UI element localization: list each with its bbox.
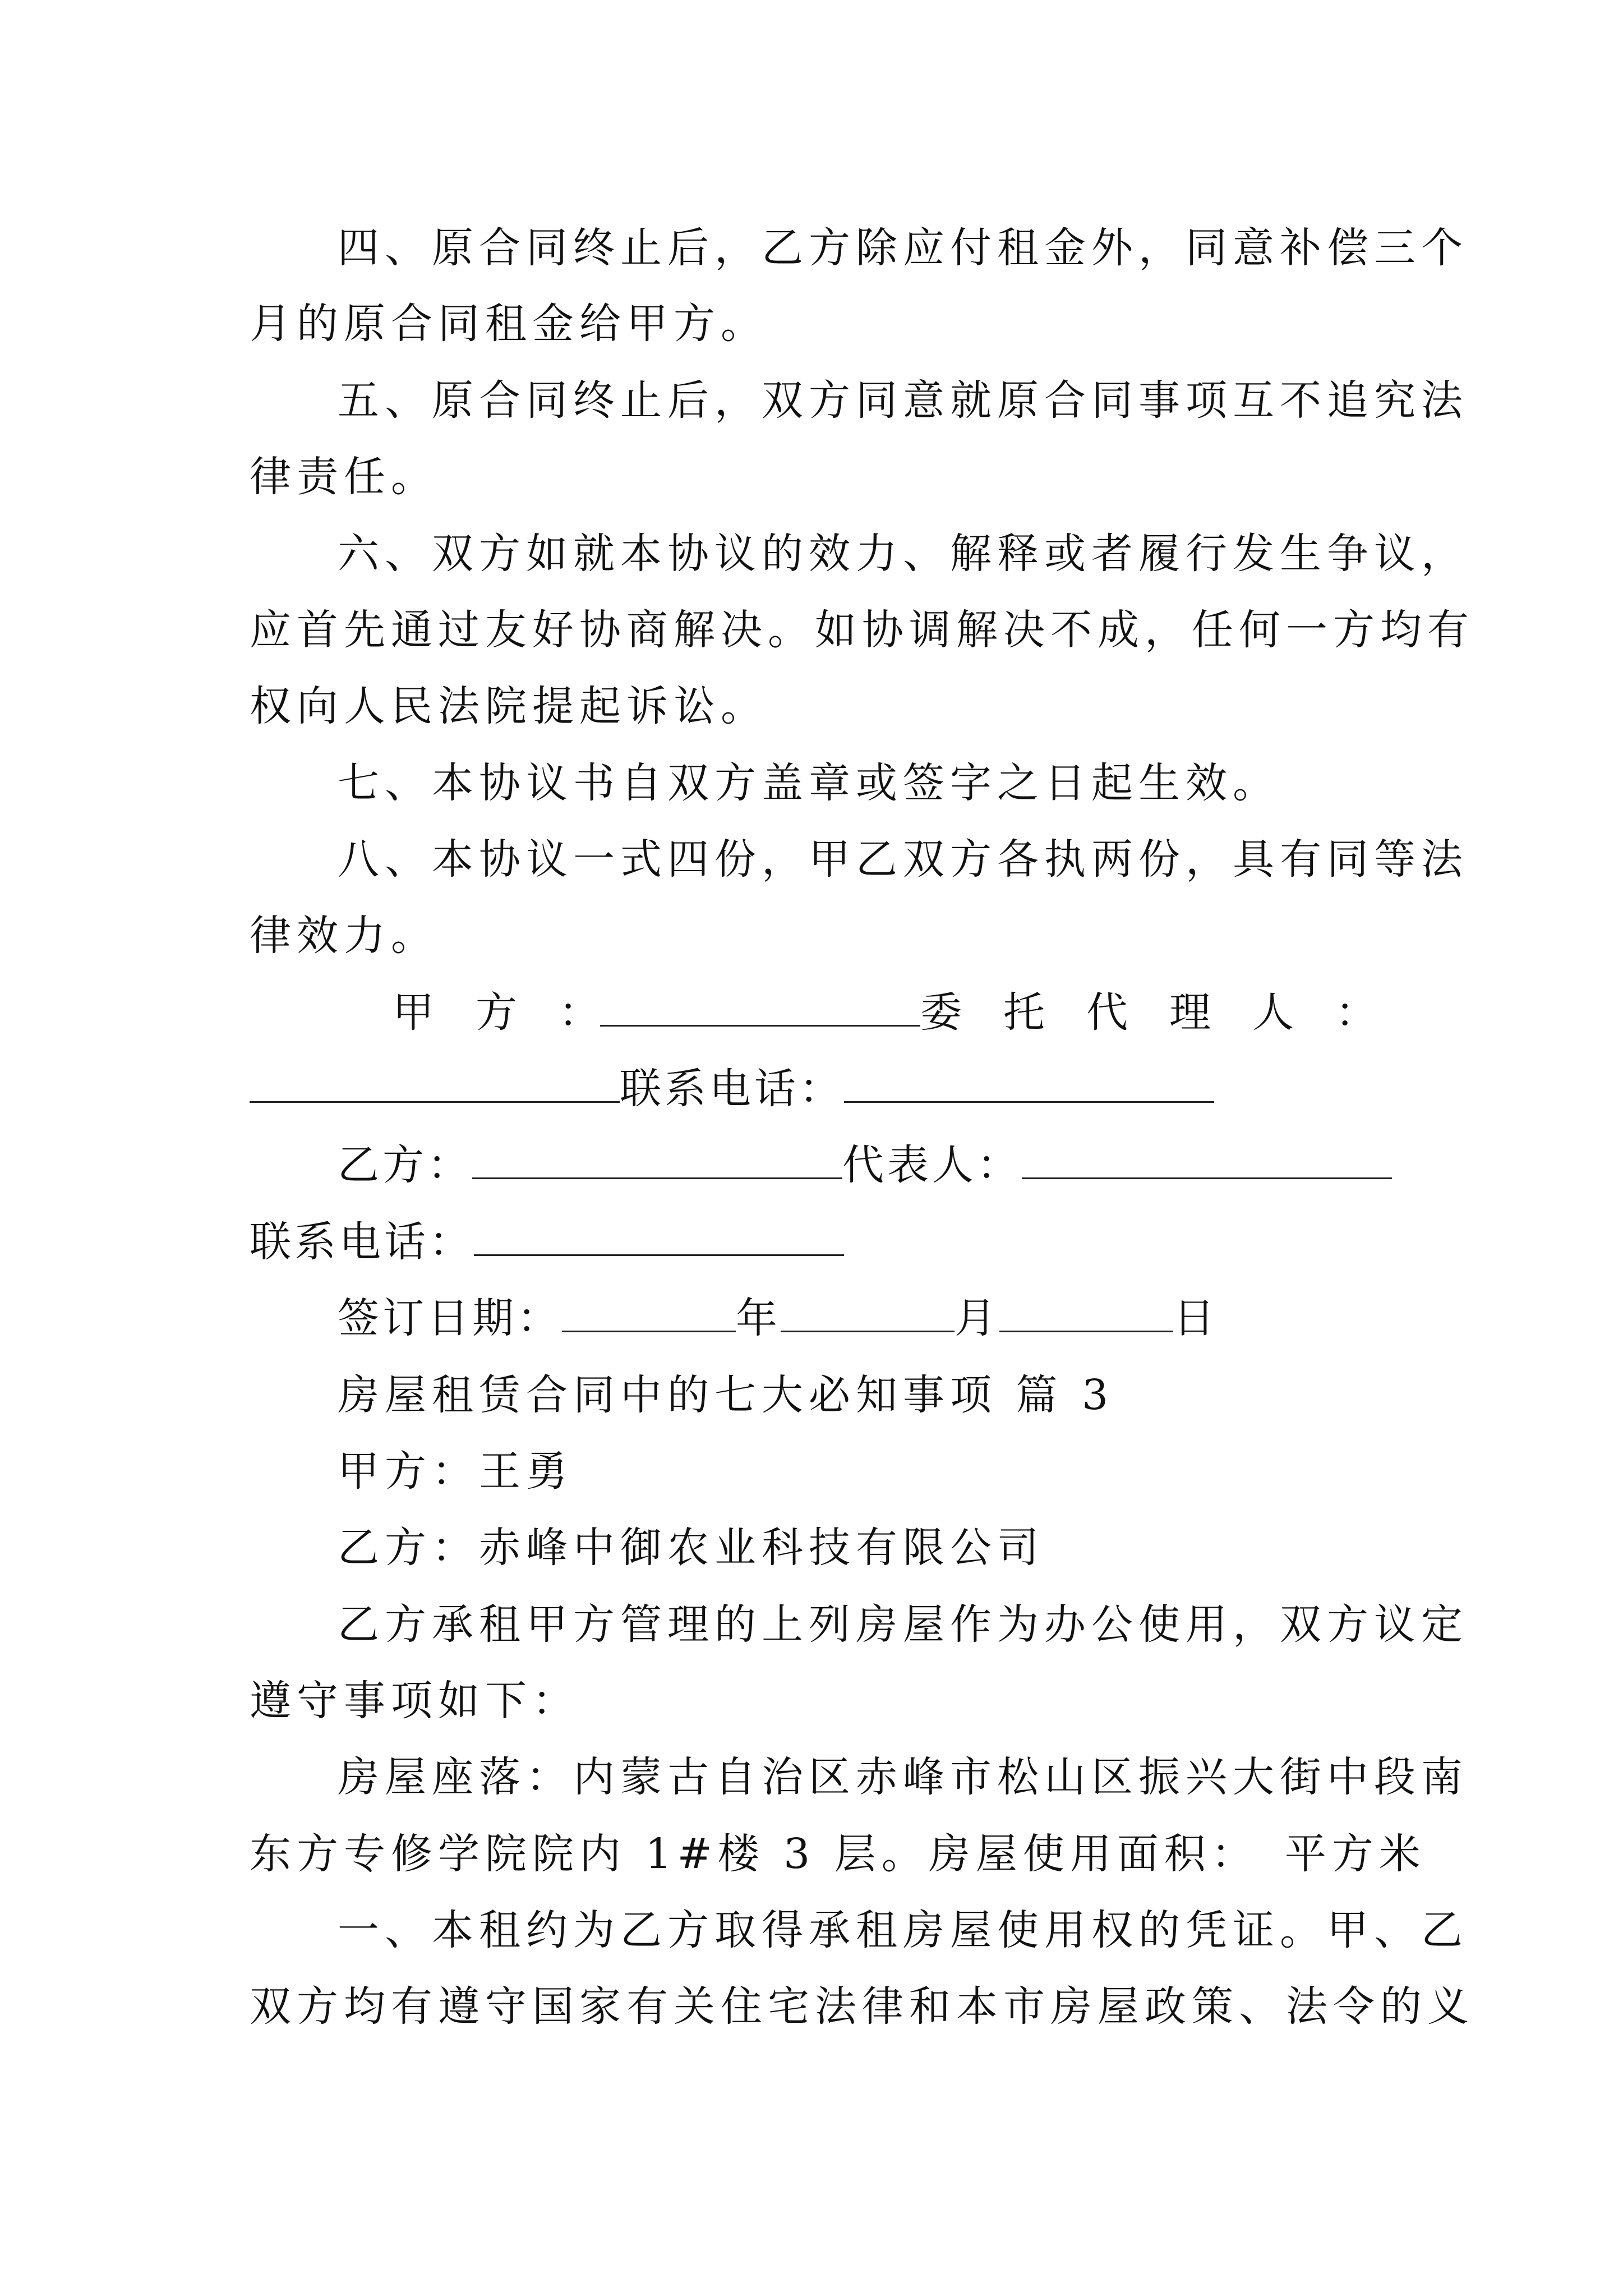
signature-row-party-a xyxy=(393,984,1377,1041)
signature-row-phone-1 xyxy=(250,1061,1377,1117)
day-label: 日 xyxy=(1173,1294,1218,1342)
month-blank xyxy=(781,1291,955,1332)
party-b-blank xyxy=(472,1138,842,1179)
party-a-label: 甲 方 ： xyxy=(393,988,600,1037)
party-a-blank xyxy=(600,986,920,1027)
paragraph-6-line-2: 应首先通过友好协商解决。如协调解决不成，任何一方均有 xyxy=(250,606,1474,654)
paragraph-4-line-1: 四、原合同终止后，乙方除应付租金外，同意补偿三个 xyxy=(338,224,1468,272)
signature-row-phone-2 xyxy=(250,1214,1377,1270)
paragraph-6-line-3: 权向人民法院提起诉讼。 xyxy=(250,682,768,730)
date-label: 签订日期： xyxy=(338,1294,562,1342)
month-label: 月 xyxy=(955,1294,999,1342)
phone-label-1: 联系电话： xyxy=(620,1065,844,1113)
year-label: 年 xyxy=(736,1294,781,1342)
day-blank xyxy=(999,1291,1173,1332)
representative-label: 代表人： xyxy=(842,1141,1022,1189)
paragraph-4-line-2: 月的原合同租金给甲方。 xyxy=(250,300,768,348)
paragraph-7: 七、本协议书自双方盖章或签字之日起生效。 xyxy=(338,759,1280,807)
location-line-2: 东方专修学院院内 1#楼 3 层。房屋使用面积： 平方米 xyxy=(250,1830,1426,1878)
clause-1-line-1: 一、本租约为乙方取得承租房屋使用权的凭证。甲、乙 xyxy=(338,1906,1468,1954)
section-title: 房屋租赁合同中的七大必知事项 篇 3 xyxy=(338,1371,1114,1419)
phone-blank-1 xyxy=(844,1062,1214,1103)
agent-label: 委 托 代 理 人 ： xyxy=(920,988,1377,1037)
signature-row-date xyxy=(338,1290,1377,1346)
paragraph-5-line-1: 五、原合同终止后，双方同意就原合同事项互不追究法 xyxy=(338,376,1468,425)
representative-blank xyxy=(1022,1138,1392,1179)
intro-line-1: 乙方承租甲方管理的上列房屋作为办公使用，双方议定 xyxy=(338,1600,1468,1649)
party-b-name: 乙方：赤峰中御农业科技有限公司 xyxy=(338,1524,1044,1572)
year-blank xyxy=(562,1291,736,1332)
paragraph-6-line-1: 六、双方如就本协议的效力、解释或者履行发生争议， xyxy=(338,530,1468,578)
phone-label-2: 联系电话： xyxy=(250,1218,474,1266)
paragraph-8-line-2: 律效力。 xyxy=(250,912,438,960)
agent-blank xyxy=(250,1062,620,1103)
party-a-name: 甲方：王勇 xyxy=(338,1447,573,1496)
party-b-label: 乙方： xyxy=(338,1141,472,1189)
phone-blank-2 xyxy=(474,1215,844,1256)
location-line-1: 房屋座落：内蒙古自治区赤峰市松山区振兴大街中段南 xyxy=(338,1753,1468,1801)
paragraph-5-line-2: 律责任。 xyxy=(250,453,438,501)
signature-row-party-b xyxy=(338,1137,1377,1193)
intro-line-2: 遵守事项如下： xyxy=(250,1677,579,1725)
clause-1-line-2: 双方均有遵守国家有关住宅法律和本市房屋政策、法令的义 xyxy=(250,1982,1474,2031)
paragraph-8-line-1: 八、本协议一式四份，甲乙双方各执两份，具有同等法 xyxy=(338,835,1468,884)
